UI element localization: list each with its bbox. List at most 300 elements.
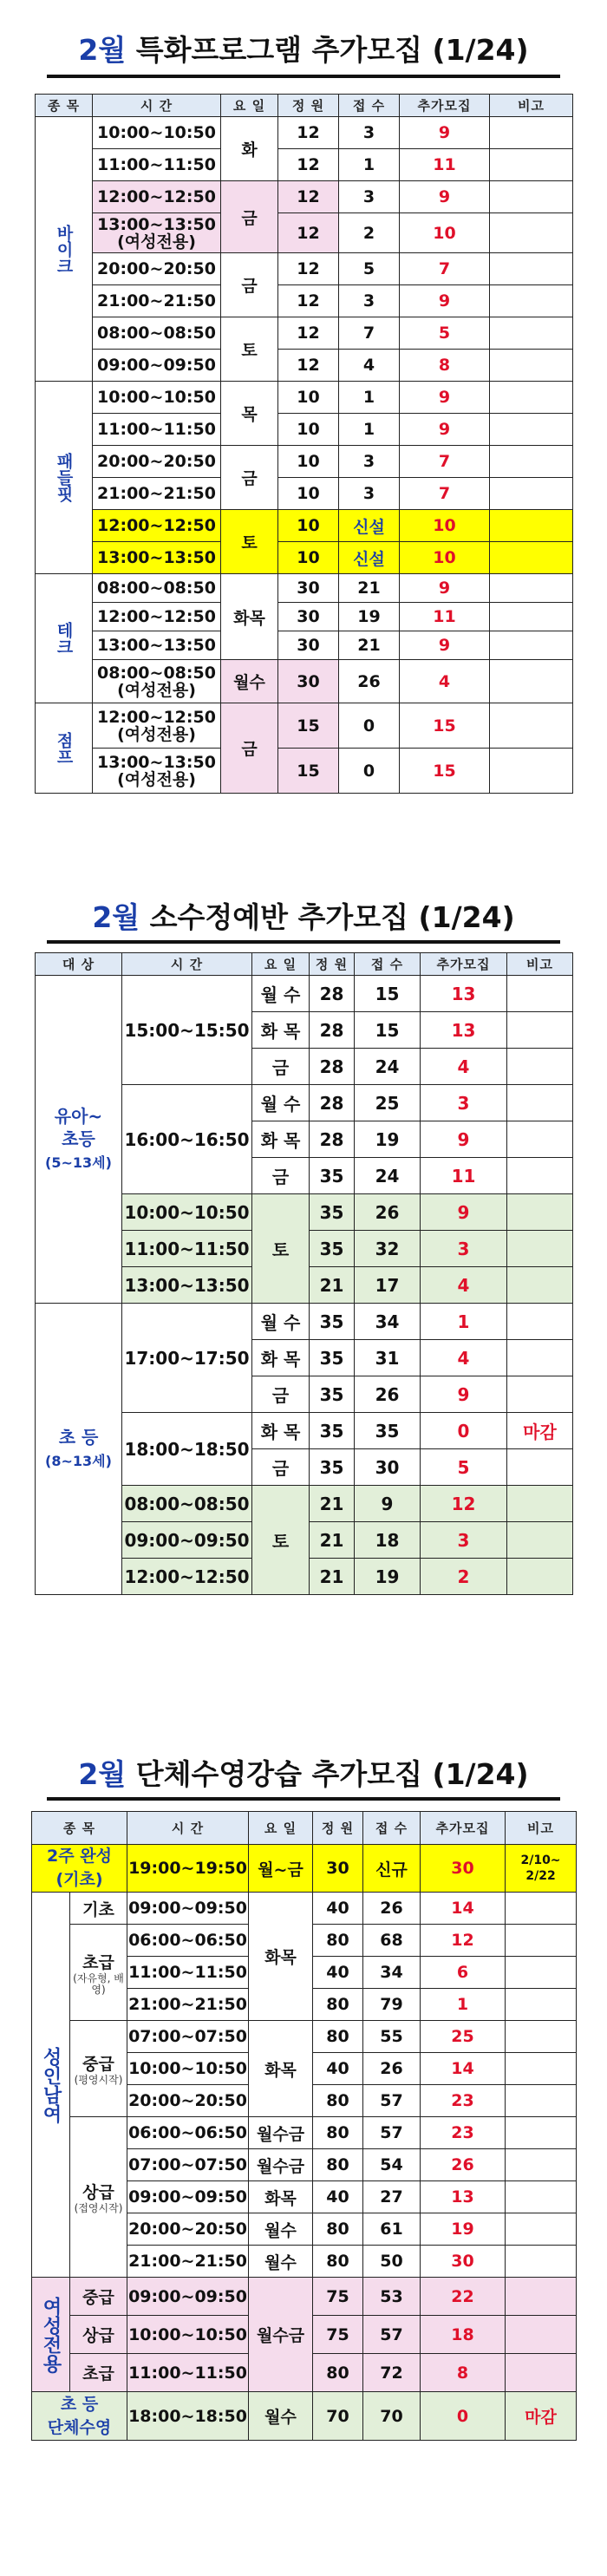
additional-cell: 7 bbox=[400, 446, 490, 478]
capacity-cell: 35 bbox=[310, 1449, 355, 1486]
note-cell bbox=[490, 350, 573, 382]
capacity-cell: 10 bbox=[278, 414, 339, 446]
day-cell: 월~금 bbox=[249, 1845, 313, 1893]
received-cell: 1 bbox=[339, 149, 400, 181]
day-cell: 월수 bbox=[249, 2246, 313, 2278]
additional-cell: 9 bbox=[421, 1376, 507, 1413]
capacity-cell: 10 bbox=[278, 446, 339, 478]
table-row bbox=[36, 382, 573, 414]
header-cell: 시 간 bbox=[122, 953, 252, 976]
note-cell: 마감 bbox=[506, 2392, 577, 2441]
received-cell: 32 bbox=[355, 1231, 421, 1267]
note-cell bbox=[490, 603, 573, 631]
capacity-cell: 35 bbox=[310, 1413, 355, 1449]
note-cell bbox=[506, 2354, 577, 2392]
received-cell: 26 bbox=[355, 1376, 421, 1413]
time-cell: 10:00~10:50 bbox=[127, 2053, 249, 2085]
time-cell: 09:00~09:50 bbox=[127, 2278, 249, 2316]
table-row bbox=[32, 2117, 577, 2149]
capacity-cell: 21 bbox=[310, 1559, 355, 1595]
capacity-cell: 80 bbox=[313, 2085, 363, 2117]
time-cell: 21:00~21:50 bbox=[127, 1989, 249, 2021]
title-month: 2월 bbox=[92, 900, 140, 934]
capacity-cell: 12 bbox=[278, 213, 339, 253]
title-text: 소수정예반 추가모집 (1/24) bbox=[149, 900, 515, 934]
day-cell: 화 목 bbox=[252, 1121, 310, 1158]
received-cell: 26 bbox=[363, 2053, 421, 2085]
additional-cell: 15 bbox=[400, 749, 490, 794]
time-cell: 18:00~18:50 bbox=[127, 2392, 249, 2441]
group-swim-table bbox=[31, 1811, 577, 2441]
note-cell bbox=[507, 1231, 573, 1267]
table-row bbox=[36, 117, 573, 149]
header-cell: 종 목 bbox=[32, 1812, 127, 1845]
capacity-cell: 40 bbox=[313, 2181, 363, 2213]
capacity-cell: 28 bbox=[310, 1085, 355, 1121]
day-cell: 금 bbox=[221, 181, 278, 253]
day-cell: 월수 bbox=[249, 2392, 313, 2441]
note-cell bbox=[506, 2149, 577, 2181]
time-cell: 12:00~12:50 bbox=[93, 181, 221, 213]
day-cell: 화 bbox=[221, 117, 278, 181]
received-cell: 3 bbox=[339, 285, 400, 317]
note-cell bbox=[490, 478, 573, 510]
table-header bbox=[36, 95, 573, 117]
note-cell bbox=[506, 2213, 577, 2246]
capacity-cell: 80 bbox=[313, 2213, 363, 2246]
day-cell: 화목 bbox=[221, 574, 278, 660]
capacity-cell: 75 bbox=[313, 2316, 363, 2354]
received-cell: 54 bbox=[363, 2149, 421, 2181]
note-cell bbox=[490, 660, 573, 703]
received-cell: 19 bbox=[355, 1559, 421, 1595]
capacity-cell: 35 bbox=[310, 1304, 355, 1340]
level-cell: 중급 bbox=[70, 2278, 127, 2316]
day-cell: 월수금 bbox=[249, 2117, 313, 2149]
received-cell: 3 bbox=[339, 181, 400, 213]
table-row bbox=[36, 446, 573, 478]
time-cell: 09:00~09:50 bbox=[122, 1522, 252, 1559]
note-cell bbox=[507, 1559, 573, 1595]
time-cell: 08:00~08:50 bbox=[93, 317, 221, 350]
header-cell: 요 일 bbox=[221, 95, 278, 117]
additional-cell: 2 bbox=[421, 1559, 507, 1595]
header-cell: 접 수 bbox=[363, 1812, 421, 1845]
header-cell: 추가모집 bbox=[400, 95, 490, 117]
note-cell bbox=[506, 1989, 577, 2021]
received-cell: 70 bbox=[363, 2392, 421, 2441]
note-cell bbox=[490, 117, 573, 149]
note-cell bbox=[490, 446, 573, 478]
note-cell bbox=[490, 181, 573, 213]
day-cell: 금 bbox=[252, 1376, 310, 1413]
received-cell: 79 bbox=[363, 1989, 421, 2021]
time-cell: 12:00~12:50 bbox=[122, 1559, 252, 1595]
header-cell: 대 상 bbox=[36, 953, 122, 976]
category-women: 여성전용 bbox=[32, 2278, 70, 2392]
received-cell: 31 bbox=[355, 1340, 421, 1376]
day-cell: 화 목 bbox=[252, 1340, 310, 1376]
received-cell: 5 bbox=[339, 253, 400, 285]
time-cell: 15:00~15:50 bbox=[122, 976, 252, 1085]
table-row bbox=[36, 703, 573, 749]
additional-cell: 4 bbox=[400, 660, 490, 703]
note-cell bbox=[507, 1449, 573, 1486]
time-cell: 12:00~12:50 bbox=[93, 603, 221, 631]
day-cell: 월수 bbox=[249, 2213, 313, 2246]
note-cell bbox=[507, 1158, 573, 1194]
additional-cell: 3 bbox=[421, 1085, 507, 1121]
received-cell: 18 bbox=[355, 1522, 421, 1559]
time-cell: 12:00~12:50 (여성전용) bbox=[93, 703, 221, 749]
additional-cell: 23 bbox=[421, 2117, 506, 2149]
time-cell: 11:00~11:50 bbox=[122, 1231, 252, 1267]
additional-cell: 14 bbox=[421, 2053, 506, 2085]
additional-cell: 9 bbox=[400, 414, 490, 446]
title-underline bbox=[47, 75, 560, 78]
note-cell bbox=[507, 1522, 573, 1559]
additional-cell: 23 bbox=[421, 2085, 506, 2117]
table-row bbox=[36, 574, 573, 603]
note-cell bbox=[506, 1957, 577, 1989]
additional-cell: 5 bbox=[421, 1449, 507, 1486]
note-cell bbox=[490, 213, 573, 253]
additional-cell: 8 bbox=[421, 2354, 506, 2392]
capacity-cell: 28 bbox=[310, 976, 355, 1012]
additional-cell: 0 bbox=[421, 2392, 506, 2441]
section-group-swim bbox=[0, 1743, 607, 2576]
additional-cell: 10 bbox=[400, 213, 490, 253]
day-cell: 목 bbox=[221, 382, 278, 446]
received-cell: 35 bbox=[355, 1413, 421, 1449]
note-cell bbox=[490, 631, 573, 660]
received-cell: 4 bbox=[339, 350, 400, 382]
day-cell: 금 bbox=[252, 1449, 310, 1486]
title-text: 특화프로그램 추가모집 (1/24) bbox=[135, 33, 529, 67]
additional-cell: 0 bbox=[421, 1413, 507, 1449]
section3-title bbox=[0, 1757, 607, 1792]
capacity-cell: 30 bbox=[278, 660, 339, 703]
additional-cell: 13 bbox=[421, 976, 507, 1012]
received-cell: 57 bbox=[363, 2117, 421, 2149]
received-cell: 25 bbox=[355, 1085, 421, 1121]
day-cell: 월수 bbox=[221, 660, 278, 703]
time-cell: 19:00~19:50 bbox=[127, 1845, 249, 1893]
received-cell: 3 bbox=[339, 446, 400, 478]
day-cell: 토 bbox=[221, 510, 278, 574]
capacity-cell: 40 bbox=[313, 1893, 363, 1925]
received-cell: 57 bbox=[363, 2316, 421, 2354]
time-cell: 20:00~20:50 bbox=[93, 253, 221, 285]
level-cell: 상급 bbox=[70, 2316, 127, 2354]
time-cell: 21:00~21:50 bbox=[93, 285, 221, 317]
header-cell: 요 일 bbox=[249, 1812, 313, 1845]
received-cell: 3 bbox=[339, 117, 400, 149]
received-cell: 19 bbox=[339, 603, 400, 631]
additional-cell: 25 bbox=[421, 2021, 506, 2053]
time-cell: 07:00~07:50 bbox=[127, 2021, 249, 2053]
capacity-cell: 12 bbox=[278, 253, 339, 285]
capacity-cell: 35 bbox=[310, 1340, 355, 1376]
table-row bbox=[36, 181, 573, 213]
day-cell: 금 bbox=[252, 1158, 310, 1194]
received-cell: 신규 bbox=[363, 1845, 421, 1893]
header-cell: 비고 bbox=[506, 1812, 577, 1845]
level-beginner: 초급 (자유형, 배영) bbox=[70, 1925, 127, 2021]
time-cell: 09:00~09:50 bbox=[93, 350, 221, 382]
table-row bbox=[36, 976, 573, 1012]
time-cell: 20:00~20:50 bbox=[127, 2213, 249, 2246]
additional-cell: 1 bbox=[421, 1989, 506, 2021]
table-row bbox=[32, 1893, 577, 1925]
header-cell: 시 간 bbox=[127, 1812, 249, 1845]
table-row bbox=[32, 2021, 577, 2053]
additional-cell: 7 bbox=[400, 253, 490, 285]
additional-cell: 7 bbox=[400, 478, 490, 510]
received-cell: 21 bbox=[339, 574, 400, 603]
received-cell: 2 bbox=[339, 213, 400, 253]
small-class-table bbox=[35, 952, 573, 1595]
time-cell: 11:00~11:50 bbox=[127, 2354, 249, 2392]
header-cell: 추가모집 bbox=[421, 953, 507, 976]
title-month: 2월 bbox=[78, 33, 127, 67]
additional-cell: 9 bbox=[421, 1194, 507, 1231]
time-cell: 10:00~10:50 bbox=[93, 117, 221, 149]
capacity-cell: 80 bbox=[313, 1925, 363, 1957]
time-cell: 21:00~21:50 bbox=[127, 2246, 249, 2278]
day-cell: 금 bbox=[221, 253, 278, 317]
additional-cell: 10 bbox=[400, 510, 490, 542]
note-cell bbox=[490, 382, 573, 414]
received-cell: 68 bbox=[363, 1925, 421, 1957]
header-cell: 비고 bbox=[507, 953, 573, 976]
received-cell: 72 bbox=[363, 2354, 421, 2392]
note-cell bbox=[507, 1049, 573, 1085]
note-cell bbox=[490, 574, 573, 603]
category-adult: 성인남여 bbox=[32, 1893, 70, 2278]
capacity-cell: 35 bbox=[310, 1231, 355, 1267]
capacity-cell: 30 bbox=[313, 1845, 363, 1893]
time-cell: 20:00~20:50 bbox=[127, 2085, 249, 2117]
note-cell bbox=[490, 149, 573, 181]
day-cell: 화목 bbox=[249, 2181, 313, 2213]
additional-cell: 18 bbox=[421, 2316, 506, 2354]
additional-cell: 12 bbox=[421, 1925, 506, 1957]
received-cell: 0 bbox=[339, 749, 400, 794]
header-cell: 요 일 bbox=[252, 953, 310, 976]
additional-cell: 4 bbox=[421, 1340, 507, 1376]
additional-cell: 12 bbox=[421, 1486, 507, 1522]
capacity-cell: 75 bbox=[313, 2278, 363, 2316]
note-cell bbox=[506, 2181, 577, 2213]
additional-cell: 3 bbox=[421, 1522, 507, 1559]
table-row-special bbox=[32, 1845, 577, 1893]
capacity-cell: 30 bbox=[278, 574, 339, 603]
level-basic: 기초 bbox=[70, 1893, 127, 1925]
category-tech: 테크 bbox=[36, 574, 93, 703]
time-cell: 13:00~13:50 bbox=[122, 1267, 252, 1304]
additional-cell: 22 bbox=[421, 2278, 506, 2316]
target-kids: 유아~ 초등 (5~13세) bbox=[36, 976, 122, 1304]
time-cell: 11:00~11:50 bbox=[93, 149, 221, 181]
additional-cell: 3 bbox=[421, 1231, 507, 1267]
note-cell bbox=[506, 1893, 577, 1925]
received-cell: 34 bbox=[363, 1957, 421, 1989]
additional-cell: 9 bbox=[400, 117, 490, 149]
additional-cell: 11 bbox=[421, 1158, 507, 1194]
capacity-cell: 12 bbox=[278, 181, 339, 213]
note-cell bbox=[507, 976, 573, 1012]
capacity-cell: 12 bbox=[278, 285, 339, 317]
additional-cell: 9 bbox=[421, 1121, 507, 1158]
time-cell: 13:00~13:50 bbox=[93, 631, 221, 660]
level-advanced: 상급 (접영시작) bbox=[70, 2117, 127, 2278]
title-text: 단체수영강습 추가모집 (1/24) bbox=[135, 1757, 529, 1791]
table-header bbox=[36, 953, 573, 976]
table-row-new bbox=[36, 542, 573, 574]
header-cell: 종 목 bbox=[36, 95, 93, 117]
time-cell: 21:00~21:50 bbox=[93, 478, 221, 510]
table-row-kids bbox=[32, 2392, 577, 2441]
note-cell: 2/10~ 2/22 bbox=[506, 1845, 577, 1893]
day-cell: 금 bbox=[221, 703, 278, 794]
received-cell: 15 bbox=[355, 976, 421, 1012]
received-cell: 9 bbox=[355, 1486, 421, 1522]
received-cell: 3 bbox=[339, 478, 400, 510]
time-cell: 08:00~08:50 bbox=[122, 1486, 252, 1522]
day-cell: 월 수 bbox=[252, 1085, 310, 1121]
table-row bbox=[36, 149, 573, 181]
time-cell: 08:00~08:50 (여성전용) bbox=[93, 660, 221, 703]
capacity-cell: 28 bbox=[310, 1012, 355, 1049]
time-cell: 11:00~11:50 bbox=[127, 1957, 249, 1989]
note-cell bbox=[507, 1121, 573, 1158]
note-cell bbox=[507, 1267, 573, 1304]
received-cell: 신설 bbox=[339, 542, 400, 574]
table-row bbox=[36, 631, 573, 660]
capacity-cell: 40 bbox=[313, 1957, 363, 1989]
category-kids-group: 초 등 단체수영 bbox=[32, 2392, 127, 2441]
special-program-table bbox=[35, 94, 573, 794]
received-cell: 21 bbox=[339, 631, 400, 660]
capacity-cell: 35 bbox=[310, 1194, 355, 1231]
capacity-cell: 35 bbox=[310, 1376, 355, 1413]
received-cell: 55 bbox=[363, 2021, 421, 2053]
capacity-cell: 10 bbox=[278, 382, 339, 414]
received-cell: 50 bbox=[363, 2246, 421, 2278]
capacity-cell: 15 bbox=[278, 703, 339, 749]
note-cell bbox=[490, 703, 573, 749]
time-cell: 10:00~10:50 bbox=[122, 1194, 252, 1231]
capacity-cell: 70 bbox=[313, 2392, 363, 2441]
capacity-cell: 35 bbox=[310, 1158, 355, 1194]
received-cell: 27 bbox=[363, 2181, 421, 2213]
received-cell: 1 bbox=[339, 414, 400, 446]
time-cell: 10:00~10:50 bbox=[127, 2316, 249, 2354]
capacity-cell: 12 bbox=[278, 350, 339, 382]
note-cell bbox=[507, 1486, 573, 1522]
additional-cell: 9 bbox=[400, 382, 490, 414]
note-cell bbox=[506, 2117, 577, 2149]
capacity-cell: 80 bbox=[313, 2021, 363, 2053]
header-cell: 정 원 bbox=[313, 1812, 363, 1845]
header-cell: 시 간 bbox=[93, 95, 221, 117]
received-cell: 19 bbox=[355, 1121, 421, 1158]
capacity-cell: 80 bbox=[313, 2354, 363, 2392]
received-cell: 7 bbox=[339, 317, 400, 350]
capacity-cell: 80 bbox=[313, 2149, 363, 2181]
day-cell: 토 bbox=[221, 317, 278, 382]
received-cell: 34 bbox=[355, 1304, 421, 1340]
level-intermediate: 중급 (평영시작) bbox=[70, 2021, 127, 2117]
note-cell bbox=[507, 1376, 573, 1413]
received-cell: 30 bbox=[355, 1449, 421, 1486]
note-cell bbox=[507, 1085, 573, 1121]
capacity-cell: 21 bbox=[310, 1522, 355, 1559]
additional-cell: 15 bbox=[400, 703, 490, 749]
header-cell: 접 수 bbox=[355, 953, 421, 976]
note-cell bbox=[490, 414, 573, 446]
day-cell: 토 bbox=[252, 1194, 310, 1304]
time-cell: 10:00~10:50 bbox=[93, 382, 221, 414]
table-row bbox=[36, 1304, 573, 1340]
received-cell: 신설 bbox=[339, 510, 400, 542]
capacity-cell: 80 bbox=[313, 2117, 363, 2149]
capacity-cell: 40 bbox=[313, 2053, 363, 2085]
capacity-cell: 10 bbox=[278, 478, 339, 510]
time-cell: 18:00~18:50 bbox=[122, 1413, 252, 1486]
note-cell: 마감 bbox=[507, 1413, 573, 1449]
note-cell bbox=[490, 542, 573, 574]
table-row bbox=[36, 478, 573, 510]
additional-cell: 9 bbox=[400, 181, 490, 213]
day-cell: 월수금 bbox=[249, 2149, 313, 2181]
day-cell: 금 bbox=[252, 1049, 310, 1085]
capacity-cell: 15 bbox=[278, 749, 339, 794]
title-month: 2월 bbox=[78, 1757, 127, 1791]
time-cell: 13:00~13:50 (여성전용) bbox=[93, 749, 221, 794]
capacity-cell: 80 bbox=[313, 2246, 363, 2278]
additional-cell: 9 bbox=[400, 574, 490, 603]
note-cell bbox=[507, 1012, 573, 1049]
additional-cell: 1 bbox=[421, 1304, 507, 1340]
category-bike: 바이크 bbox=[36, 117, 93, 382]
capacity-cell: 80 bbox=[313, 1989, 363, 2021]
day-cell: 토 bbox=[252, 1486, 310, 1595]
capacity-cell: 10 bbox=[278, 510, 339, 542]
note-cell bbox=[506, 2053, 577, 2085]
additional-cell: 8 bbox=[400, 350, 490, 382]
additional-cell: 11 bbox=[400, 149, 490, 181]
capacity-cell: 21 bbox=[310, 1267, 355, 1304]
header-cell: 비고 bbox=[490, 95, 573, 117]
table-row bbox=[36, 414, 573, 446]
note-cell bbox=[490, 253, 573, 285]
table-row bbox=[36, 317, 573, 350]
time-cell: 16:00~16:50 bbox=[122, 1085, 252, 1194]
time-cell: 08:00~08:50 bbox=[93, 574, 221, 603]
day-cell: 월수금 bbox=[249, 2278, 313, 2392]
additional-cell: 26 bbox=[421, 2149, 506, 2181]
received-cell: 17 bbox=[355, 1267, 421, 1304]
time-cell: 09:00~09:50 bbox=[127, 2181, 249, 2213]
note-cell bbox=[506, 2085, 577, 2117]
time-cell: 20:00~20:50 bbox=[93, 446, 221, 478]
note-cell bbox=[490, 749, 573, 794]
time-cell: 06:00~06:50 bbox=[127, 1925, 249, 1957]
capacity-cell: 28 bbox=[310, 1121, 355, 1158]
note-cell bbox=[507, 1304, 573, 1340]
